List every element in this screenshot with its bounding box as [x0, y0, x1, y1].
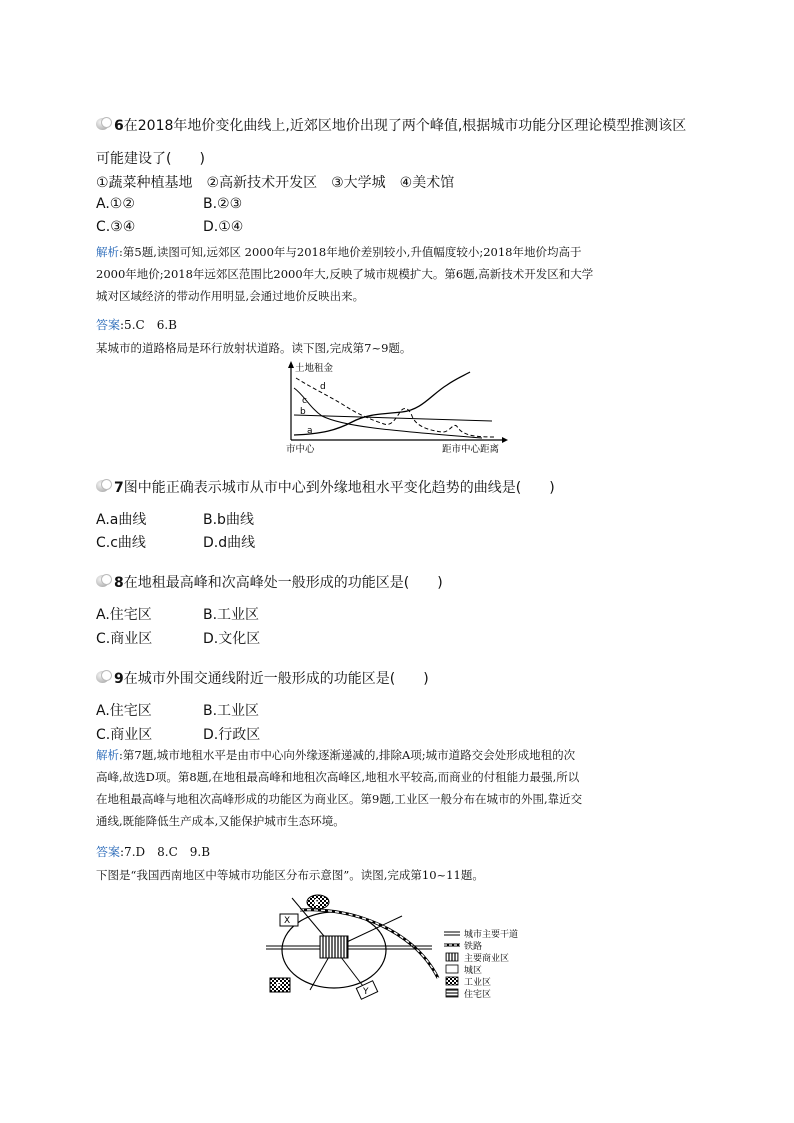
answer-text: :7.D 8.C 9.B: [120, 845, 211, 859]
option-d: D.d曲线: [203, 535, 256, 551]
zone-label-x: X: [284, 916, 291, 926]
explanation-line: 城对区域经济的带动作用明显,会通过地价反映出来。: [96, 289, 365, 303]
legend-label: 城市主要干道: [464, 930, 519, 940]
question-number: 7: [114, 480, 124, 496]
answer-1: [96, 316, 177, 333]
answer-label: 答案: [96, 318, 121, 332]
answer-2: [96, 843, 210, 860]
option-c: C.商业区: [96, 727, 153, 743]
legend-label: 工业区: [464, 978, 492, 988]
explanation-label: 解析: [96, 748, 119, 762]
bullet-icon: [96, 479, 112, 493]
question-text: 在2018年地价变化曲线上,近郊区地价出现了两个峰值,根据城市功能分区理论模型推测该区: [123, 118, 687, 134]
explanation-line: 高峰,故选D项。第8题,在地租最高峰和地租次高峰区,地租水平较高,而商业的付租能力最强,所以: [96, 770, 580, 784]
curve-label-b: b: [300, 407, 306, 417]
legend-label: 主要商业区: [464, 954, 510, 964]
question-9: [96, 668, 429, 688]
option-d: D.文化区: [203, 631, 261, 647]
y-axis-arrow: [288, 361, 294, 368]
question-7: [96, 477, 555, 497]
question-8: [96, 572, 443, 592]
option-a: A.a曲线: [96, 512, 147, 528]
city-map: [262, 890, 542, 1002]
legend-label: 住宅区: [464, 990, 492, 1000]
intro-7-9: 某城市的道路格局是环行放射状道路。读下图,完成第7~9题。: [96, 341, 412, 355]
explanation-line: 在地租最高峰与地租次高峰形成的功能区为商业区。第9题,工业区一般分布在城市的外围,靠近交: [96, 792, 583, 806]
map-legend: [444, 928, 518, 1000]
question-number: 8: [114, 575, 124, 591]
zone-label-y: Y: [363, 987, 369, 997]
explanation-2: [96, 744, 696, 832]
bullet-icon: [96, 670, 112, 684]
question-number: 9: [114, 671, 124, 687]
explanation-line: :第7题,城市地租水平是由市中心向外缘逐渐递减的,排除A项;城市道路交会处形成地租的次: [119, 748, 576, 762]
option-b: B.b曲线: [203, 512, 254, 528]
option-b: B.②③: [203, 196, 243, 212]
question-6-items: ①蔬菜种植基地 ②高新技术开发区 ③大学城 ④美术馆: [96, 175, 455, 191]
curve-label-c: c: [302, 396, 307, 406]
origin-label: 市中心: [286, 444, 315, 455]
zone-label-f: F: [276, 981, 282, 990]
curve-label-a: a: [307, 426, 313, 436]
explanation-line: :第5题,读图可知,远郊区 2000年与2018年地价差别较小,升值幅度较小;2018年地价均高于: [119, 245, 582, 259]
legend-label: 铁路: [464, 942, 483, 952]
bullet-icon: [96, 117, 112, 131]
answer-label: 答案: [96, 845, 121, 859]
x-axis-arrow: [502, 437, 508, 443]
bullet-icon: [96, 574, 112, 588]
option-d: D.①④: [203, 219, 244, 235]
intro-10-11: 下图是“我国西南地区中等城市功能区分布示意图”。读图,完成第10~11题。: [96, 868, 484, 882]
option-a: A.住宅区: [96, 703, 152, 719]
option-a: A.住宅区: [96, 607, 152, 623]
legend-label: 城区: [464, 966, 483, 976]
land-rent-chart: [282, 360, 508, 460]
explanation-1: [96, 241, 696, 307]
y-axis-label: 土地租金: [295, 363, 334, 374]
explanation-label: 解析: [96, 245, 119, 259]
commercial-zone: [320, 936, 348, 958]
question-text: 图中能正确表示城市从市中心到外缘地租水平变化趋势的曲线是( ): [123, 480, 555, 496]
option-b: B.工业区: [203, 703, 260, 719]
question-6: [96, 115, 686, 135]
option-d: D.行政区: [203, 727, 261, 743]
explanation-line: 通线,既能降低生产成本,又能保护城市生态环境。: [96, 814, 345, 828]
curve-b: [294, 415, 492, 421]
question-number: 6: [114, 118, 124, 134]
x-axis-label: 距市中心距离: [442, 444, 500, 455]
option-c: C.商业区: [96, 631, 153, 647]
option-a: A.①②: [96, 196, 135, 212]
zone-label-e: E: [314, 898, 320, 907]
question-text: 在城市外围交通线附近一般形成的功能区是( ): [123, 671, 429, 687]
question-6-line2: 可能建设了( ): [96, 151, 205, 167]
option-b: B.工业区: [203, 607, 260, 623]
option-c: C.③④: [96, 219, 136, 235]
curve-label-d: d: [320, 382, 326, 392]
option-c: C.c曲线: [96, 535, 146, 551]
answer-text: :5.C 6.B: [120, 318, 177, 332]
question-text: 在地租最高峰和次高峰处一般形成的功能区是( ): [123, 575, 443, 591]
explanation-line: 2000年地价;2018年远郊区范围比2000年大,反映了城市规模扩大。第6题,高新技术开发区和大学: [96, 267, 594, 281]
